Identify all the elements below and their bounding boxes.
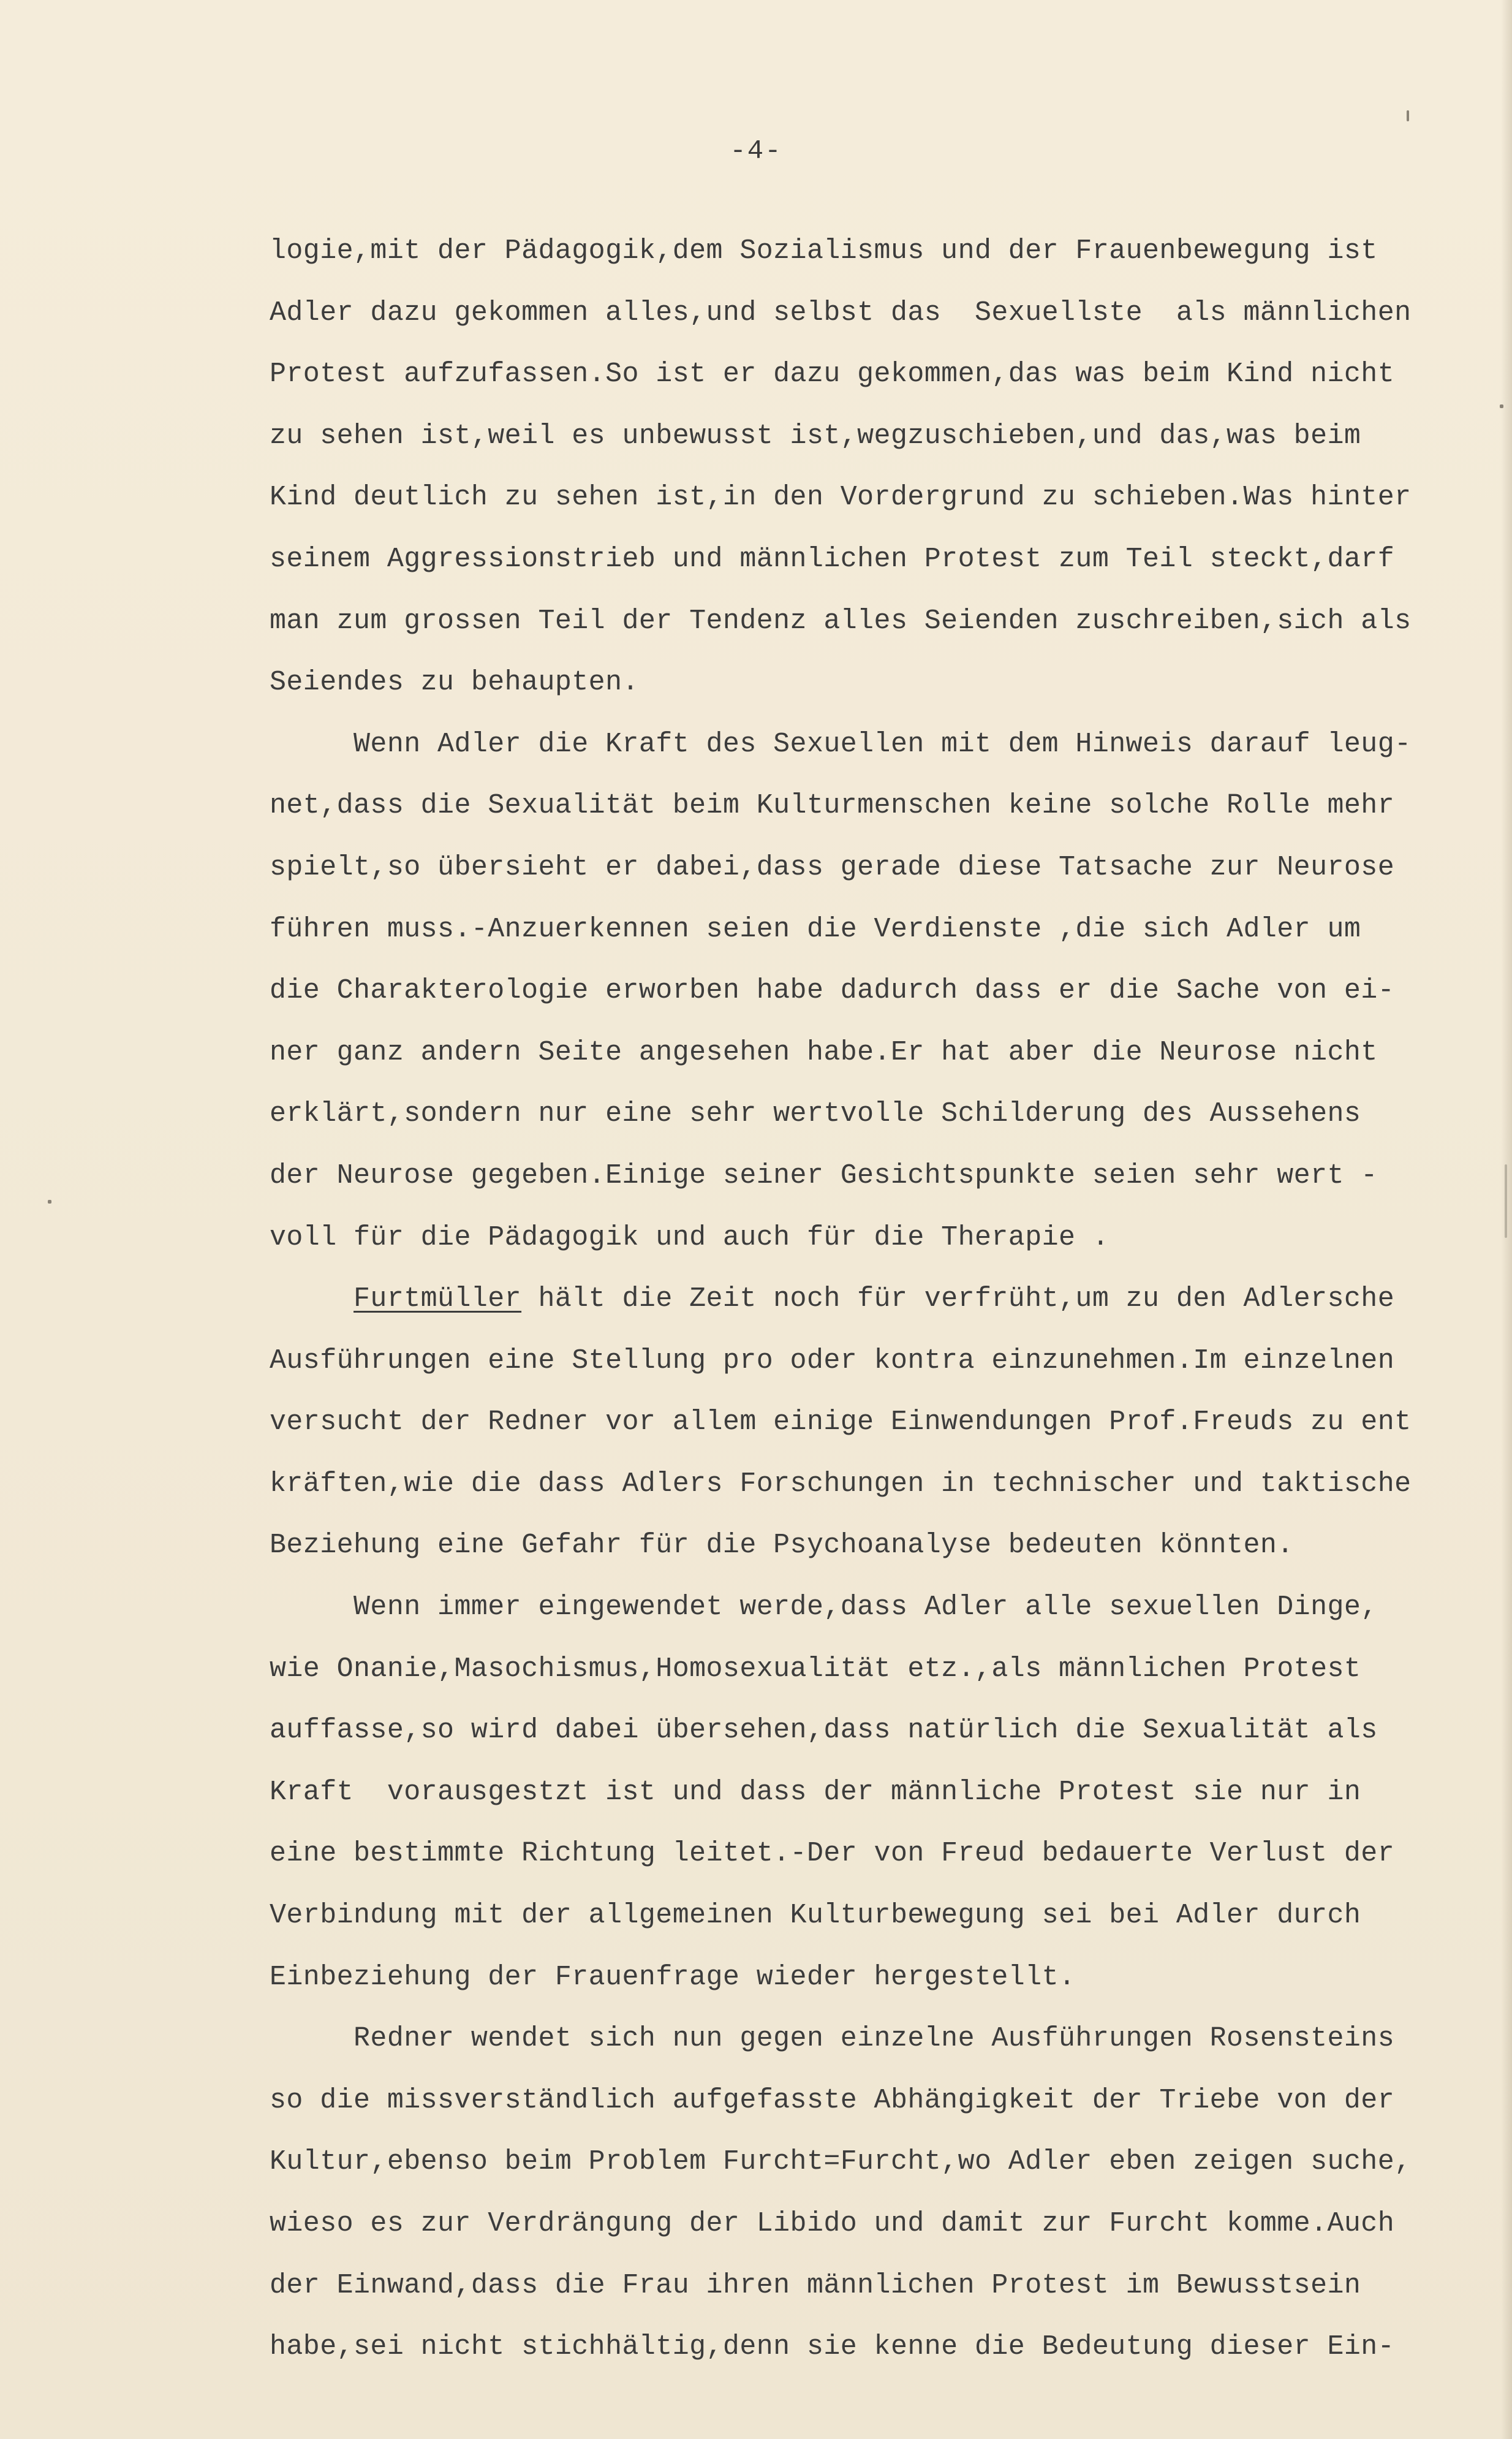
text-line: der Neurose gegeben.Einige seiner Gesichtspunkte seien sehr wert - — [270, 1159, 1378, 1191]
text-line: Wenn immer eingewendet werde,dass Adler alle sexuellen Dinge, — [270, 1591, 1378, 1623]
text-line: wieso es zur Verdrängung der Libido und damit zur Furcht komme.Auch — [270, 2208, 1395, 2239]
text-line: Kraft vorausgestzt ist und dass der männliche Protest sie nur in — [270, 1776, 1361, 1808]
text-line: Ausführungen eine Stellung pro oder kontra einzunehmen.Im einzelnen — [270, 1345, 1395, 1376]
text-line: kräften,wie die dass Adlers Forschungen in technischer und taktische — [270, 1468, 1412, 1500]
margin-mark — [1500, 404, 1503, 408]
text-line: logie,mit der Pädagogik,dem Sozialismus und der Frauenbewegung ist — [270, 235, 1378, 267]
text-line: so die missverständlich aufgefasste Abhängigkeit der Triebe von der — [270, 2084, 1395, 2116]
text-line-furtmueller — [270, 1269, 1507, 1330]
text-line: man zum grossen Teil der Tendenz alles Seienden zuschreiben,sich als — [270, 605, 1412, 637]
page-number: -4- — [730, 136, 782, 167]
margin-mark — [48, 1200, 51, 1204]
text-line: Adler dazu gekommen alles,und selbst das Sexuellste als männlichen — [270, 297, 1412, 328]
document-body — [270, 221, 1507, 2378]
text-line: wie Onanie,Masochismus,Homosexualität etz.,als männlichen Protest — [270, 1653, 1361, 1685]
text-line: net,dass die Sexualität beim Kulturmenschen keine solche Rolle mehr — [270, 790, 1395, 822]
text-line: Verbindung mit der allgemeinen Kulturbewegung sei bei Adler durch — [270, 1900, 1361, 1932]
margin-mark — [1407, 110, 1409, 121]
text-line: eine bestimmte Richtung leitet.-Der von Freud bedauerte Verlust der — [270, 1838, 1395, 1870]
text-line: zu sehen ist,weil es unbewusst ist,wegzuschieben,und das,was beim — [270, 420, 1361, 452]
text-line: habe,sei nicht stichhältig,denn sie kenne die Bedeutung dieser Ein- — [270, 2331, 1395, 2363]
text-line: Seiendes zu behaupten. — [270, 667, 639, 699]
margin-mark — [1505, 1164, 1507, 1238]
text-line: erklärt,sondern nur eine sehr wertvolle Schilderung des Aussehens — [270, 1098, 1361, 1130]
text-line: die Charakterologie erworben habe dadurch dass er die Sache von ei- — [270, 975, 1395, 1007]
text-line: Einbeziehung der Frauenfrage wieder hergestellt. — [270, 1961, 1076, 1993]
text-line: Redner wendet sich nun gegen einzelne Ausführungen Rosensteins — [270, 2023, 1395, 2055]
text-line: Kultur,ebenso beim Problem Furcht=Furcht,wo Adler eben zeigen suche, — [270, 2146, 1412, 2178]
text-line: voll für die Pädagogik und auch für die Therapie . — [270, 1221, 1109, 1253]
text-line: spielt,so übersieht er dabei,dass gerade diese Tatsache zur Neurose — [270, 851, 1395, 883]
text-line: auffasse,so wird dabei übersehen,dass natürlich die Sexualität als — [270, 1715, 1378, 1747]
text-line: führen muss.-Anzuerkennen seien die Verdienste ,die sich Adler um — [270, 913, 1361, 945]
text-line: Kind deutlich zu sehen ist,in den Vordergrund zu schieben.Was hinter — [270, 482, 1412, 514]
underlined-speaker-name: Furtmüller — [353, 1283, 522, 1315]
text-line: versucht der Redner vor allem einige Einwendungen Prof.Freuds zu ent — [270, 1406, 1412, 1438]
text-line: seinem Aggressionstrieb und männlichen Protest zum Teil steckt,darf — [270, 543, 1395, 575]
text-line: Protest aufzufassen.So ist er dazu gekommen,das was beim Kind nicht — [270, 358, 1395, 390]
text-line: ner ganz andern Seite angesehen habe.Er hat aber die Neurose nicht — [270, 1036, 1378, 1068]
text-line-rest: hält die Zeit noch für verfrüht,um zu den Adlersche — [521, 1283, 1395, 1315]
text-line: der Einwand,dass die Frau ihren männlichen Protest im Bewusstsein — [270, 2269, 1361, 2301]
text-line: Beziehung eine Gefahr für die Psychoanalyse bedeuten könnten. — [270, 1530, 1294, 1561]
text-line: Wenn Adler die Kraft des Sexuellen mit dem Hinweis darauf leug- — [270, 728, 1412, 760]
